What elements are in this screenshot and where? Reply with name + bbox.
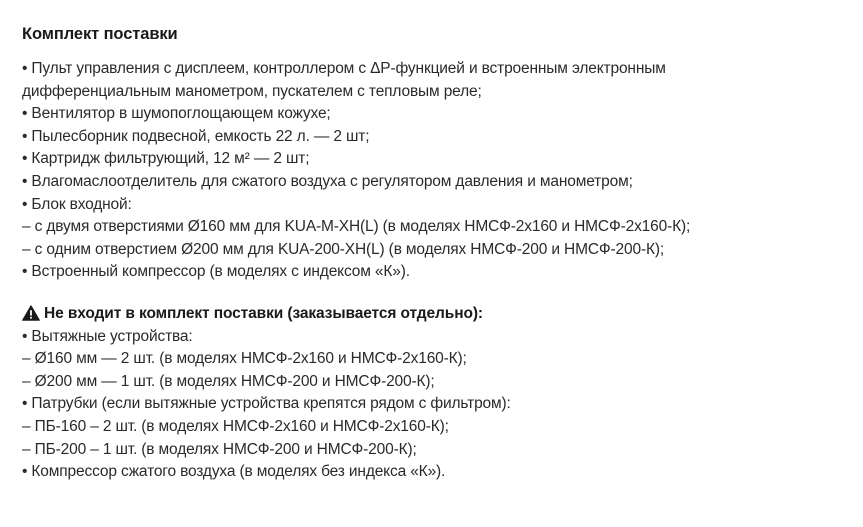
list-item: • Картридж фильтрующий, 12 м² — 2 шт; (22, 150, 310, 168)
list-item: • Пульт управления с дисплеем, контроллером с ΔР-функцией и встроенным электронным (22, 60, 666, 77)
list-item: – с двумя отверстиями Ø160 мм для KUA-M-XH(L) (в моделях НМСФ-2x160 и НМСФ-2x160-К); (22, 218, 691, 236)
section-spacer (22, 284, 852, 303)
list-item: • Влагомаслоотделитель для сжатого воздуха с регулятором давления и манометром; (22, 172, 633, 190)
list-item: – Ø160 мм — 2 шт. (в моделях НМСФ-2x160 и НМСФ-2x160-К); (22, 350, 467, 368)
list-item: – ПБ-200 – 1 шт. (в моделях НМСФ-200 и НМСФ-200-К); (22, 440, 417, 458)
list-item: – Ø200 мм — 1 шт. (в моделях НМСФ-200 и НМСФ-200-К); (22, 372, 435, 390)
not-included-title-text: Не входит в комплект поставки (заказывается отдельно): (44, 304, 483, 322)
list-item: дифференциальным манометром, пускателем с тепловым реле; (22, 82, 482, 100)
list-item: • Пылесборник подвесной, емкость 22 л. — 2 шт; (22, 127, 370, 145)
list-item: • Вентилятор в шумопоглощающем кожухе; (22, 105, 331, 123)
not-included-list (22, 326, 852, 484)
list-item: • Компрессор сжатого воздуха (в моделях без индекса «К»). (22, 463, 446, 481)
list-item: – ПБ-160 – 2 шт. (в моделях НМСФ-2x160 и НМСФ-2x160-К); (22, 417, 449, 435)
section-title-included: Комплект поставки (22, 25, 178, 43)
list-item: • Блок входной: (22, 195, 132, 213)
list-item: • Патрубки (если вытяжные устройства крепятся рядом с фильтром): (22, 395, 511, 413)
warning-icon (22, 305, 40, 321)
list-item: • Встроенный компрессор (в моделях с индексом «К»). (22, 263, 410, 281)
delivery-contents (22, 22, 852, 484)
list-item: • Вытяжные устройства: (22, 327, 193, 345)
included-list (22, 58, 852, 284)
section-title-not-included (22, 303, 852, 326)
list-item: – с одним отверстием Ø200 мм для KUA-200-XH(L) (в моделях НМСФ-200 и НМСФ-200-К); (22, 240, 664, 258)
